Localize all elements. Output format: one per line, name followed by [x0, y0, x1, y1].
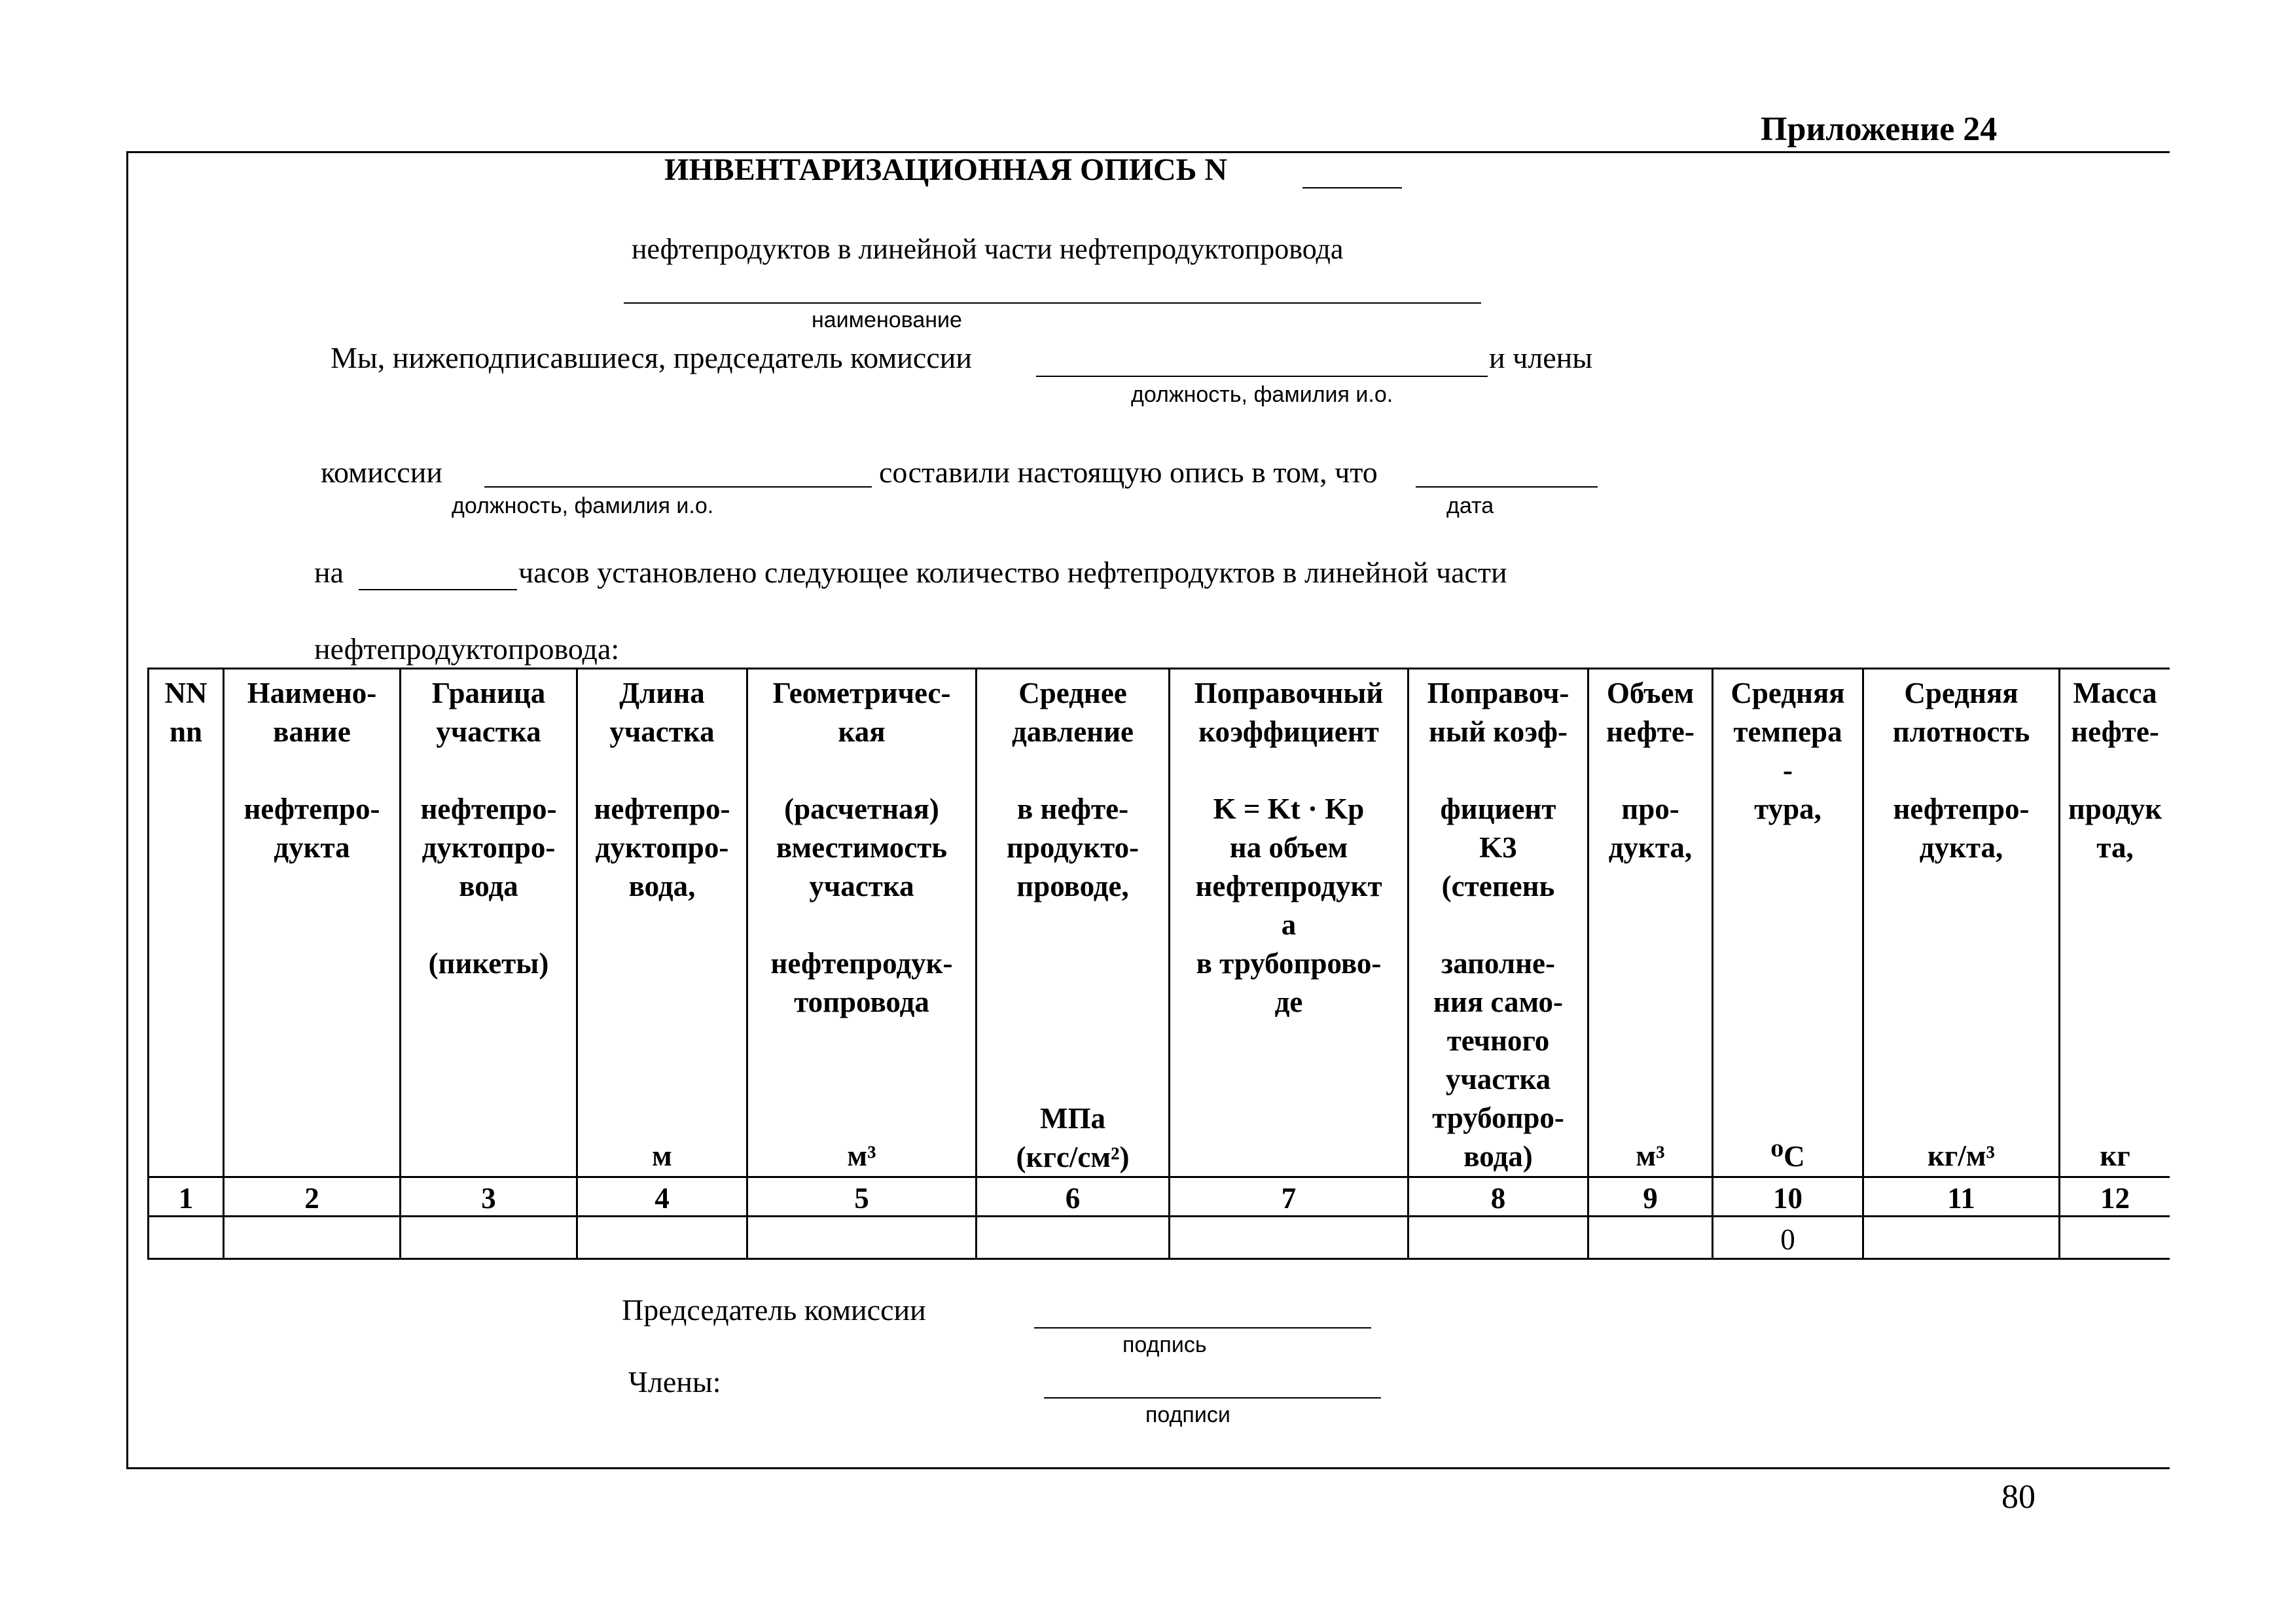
- column-number: 11: [1947, 1182, 1975, 1215]
- pipeline-name-blank[interactable]: [624, 302, 1481, 304]
- intro-line2-mid: составили настоящую опись в том, что: [879, 455, 1378, 489]
- inventory-table: [147, 668, 2170, 1260]
- hours-blank[interactable]: [359, 589, 517, 590]
- chairman-signature-blank[interactable]: [1034, 1327, 1371, 1329]
- header-cell-temperature: Средняя темпера - тура,: [1731, 677, 1845, 825]
- table-rule-top: [147, 668, 2170, 669]
- date-caption: дата: [1446, 493, 1494, 518]
- header-cell-boundary: Граница участка нефтепро- дуктопро- вода (пикеты): [420, 677, 557, 980]
- intro-line1-start: Мы, нижеподписавшиеся, председатель комиссии: [331, 341, 972, 374]
- header-cell-pressure: Среднее давление в нефте- продукто- проводе,: [1006, 677, 1139, 902]
- header-cell-density: Средняя плотность нефтепро- дукта,: [1892, 677, 2030, 864]
- members-blank[interactable]: [484, 486, 872, 488]
- table-rule-numbers-bottom: [147, 1215, 2170, 1217]
- table-rule-bottom: [147, 1258, 2170, 1260]
- frame-left-line: [126, 151, 128, 1469]
- position-caption-2: должность, фамилия и.о.: [452, 493, 714, 518]
- header-cell-correction-k: Поправочный коэффициент K = Kt · Kp на объем нефтепродукт а в трубопрово- де: [1194, 677, 1384, 1018]
- appendix-label: Приложение 24: [1761, 111, 1998, 148]
- header-cell-nn: NN nn: [164, 677, 207, 748]
- date-blank[interactable]: [1416, 486, 1598, 488]
- column-number: 7: [1281, 1182, 1297, 1215]
- column-number: 8: [1490, 1182, 1506, 1215]
- header-cell-length: Длина участка нефтепро- дуктопро- вода,: [594, 677, 730, 902]
- page-number: 80: [2001, 1478, 2036, 1516]
- header-cell-name: Наимено- вание нефтепро- дукта: [243, 677, 380, 864]
- title-number-blank[interactable]: [1302, 187, 1402, 188]
- chairman-blank[interactable]: [1036, 376, 1488, 377]
- unit-capacity: м³: [847, 1139, 876, 1172]
- header-cell-correction-k3: Поправоч- ный коэф- фициент K3 (степень заполне- ния само- течного участка трубопро- вода): [1427, 677, 1570, 1173]
- frame-bottom-line: [126, 1467, 2170, 1469]
- unit-volume: м³: [1636, 1139, 1665, 1172]
- intro-line2-start: комиссии: [321, 455, 442, 489]
- column-number: 6: [1065, 1182, 1081, 1215]
- column-number: 10: [1773, 1182, 1803, 1215]
- chairman-label: Председатель комиссии: [622, 1293, 926, 1327]
- position-caption-1: должность, фамилия и.о.: [1131, 382, 1393, 407]
- table-cell-temperature[interactable]: 0: [1780, 1223, 1795, 1256]
- column-number: 5: [854, 1182, 869, 1215]
- name-caption: наименование: [812, 308, 962, 332]
- column-number: 2: [304, 1182, 319, 1215]
- unit-length: м: [652, 1139, 672, 1172]
- header-cell-mass: Масса нефте- продук та,: [2068, 677, 2162, 864]
- header-cell-capacity: Геометричес- кая (расчетная) вместимость участка нефтепродук- топровода: [770, 677, 953, 1018]
- column-number: 3: [481, 1182, 496, 1215]
- header-cell-volume: Объем нефте- про- дукта,: [1606, 677, 1695, 864]
- document-title: ИНВЕНТАРИЗАЦИОННАЯ ОПИСЬ N: [664, 152, 1228, 187]
- intro-line1-end: и члены: [1489, 341, 1593, 374]
- intro-line3-text: часов установлено следующее количество нефтепродуктов в линейной части: [518, 556, 1507, 589]
- column-number: 4: [655, 1182, 670, 1215]
- intro-line3-start: на: [314, 556, 344, 589]
- column-number: 9: [1643, 1182, 1658, 1215]
- column-number: 12: [2100, 1182, 2130, 1215]
- unit-mass: кг: [2100, 1139, 2130, 1172]
- signature-caption: подпись: [1122, 1332, 1207, 1357]
- table-col-line: [147, 668, 149, 1260]
- intro-line4: нефтепродуктопровода:: [314, 632, 620, 666]
- members-signature-blank[interactable]: [1044, 1397, 1381, 1399]
- column-number: 1: [178, 1182, 194, 1215]
- unit-temperature: ⁰С: [1770, 1140, 1805, 1173]
- unit-pressure: МПа (кгс/см²): [1016, 1102, 1130, 1173]
- members-label: Члены:: [628, 1365, 721, 1399]
- signatures-caption: подписи: [1145, 1402, 1230, 1427]
- unit-density: кг/м³: [1927, 1139, 1995, 1172]
- document-subtitle: нефтепродуктов в линейной части нефтепродуктопровода: [632, 233, 1344, 265]
